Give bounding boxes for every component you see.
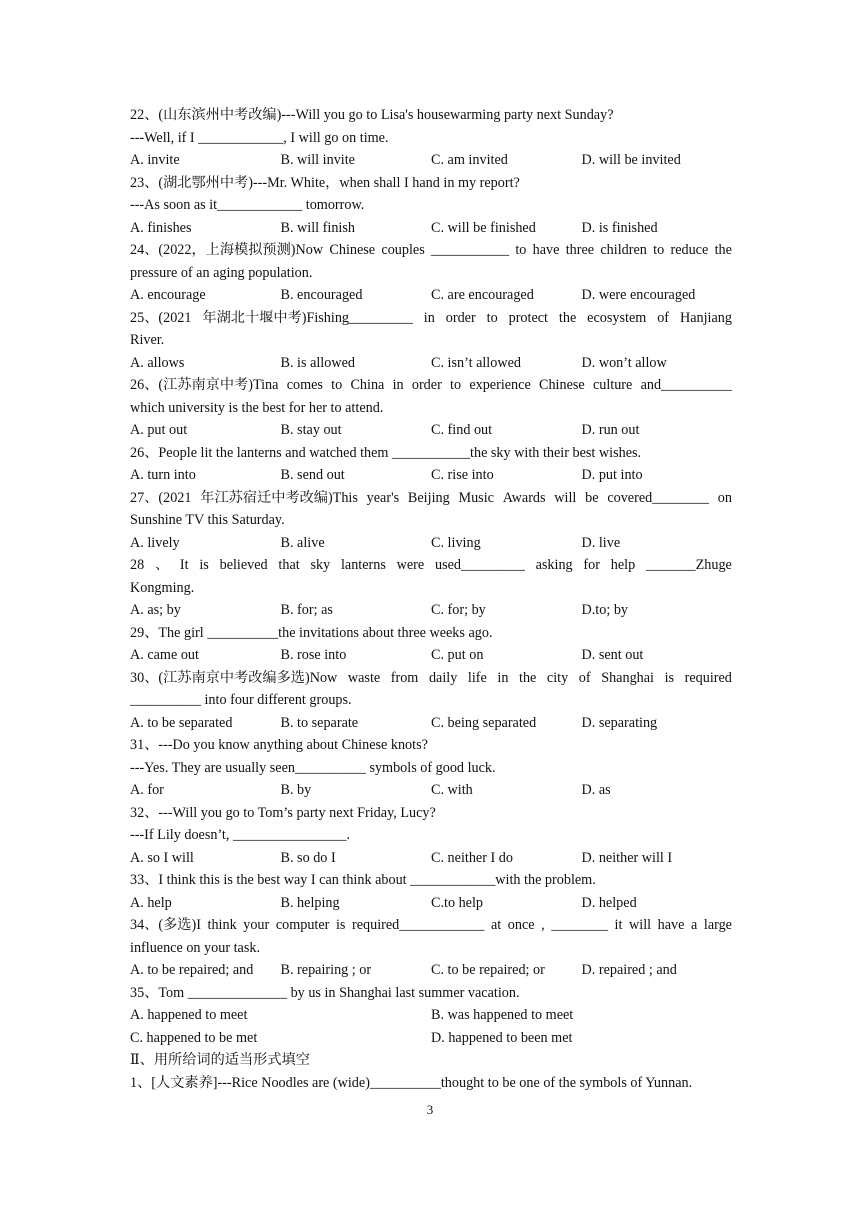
options-row [130,1004,732,1027]
question-line [130,667,732,690]
option-choice: B. helping [280,894,340,911]
word: be [585,489,599,506]
word: Chinese [538,377,585,393]
word: 25、(2021 [130,309,192,326]
option-choice: B. repairing ; or [280,962,372,978]
option-choice: B. so do I [280,849,336,866]
word: daily [428,669,458,686]
word: the [558,309,577,326]
option-choice: D. is finished [581,219,658,236]
option-choice: B. encouraged [280,287,363,303]
word: Music [458,489,494,506]
option-choice: D. run out [581,422,640,438]
option-choice: C. put on [431,647,484,663]
options-row [130,1027,732,1050]
word: the [714,242,732,258]
word: at [490,917,502,933]
option-choice: D. helped [581,894,637,911]
word: year's [366,489,400,506]
word: will [554,489,577,506]
question-line [130,374,732,397]
word: 年湖北十堰中考)Fishing_________ [202,309,413,326]
option-choice: B. to separate [280,714,359,731]
option-choice: D. repaired ; and [581,962,677,978]
option-choice: A. to be repaired; and [130,962,254,978]
option-choice: D. as [581,782,611,798]
word: couples [381,242,425,258]
option-choice: C. rise into [431,467,494,483]
word: have [657,917,685,933]
question-line: 32、---Will you go to Tom’s party next Friday, Lucy? [130,804,436,821]
question-line: ---If Lily doesn’t, ________________. [130,827,351,843]
word: and__________ [640,377,732,393]
option-choice: C. happened to be met [130,1029,258,1046]
option-choice: D. put into [581,467,643,483]
question-line: ---Yes. They are usually seen__________ symbols of good luck. [130,759,496,776]
word: were [396,557,425,573]
word: of [578,669,591,686]
word: order [445,309,476,326]
word: Chinese [329,242,376,258]
option-choice: B. for; as [280,602,333,618]
word: life [467,669,487,686]
option-choice: B. will finish [280,219,355,236]
word: city [546,669,569,686]
word: that [278,557,300,573]
word: required____________ [351,917,485,933]
word: large [703,917,732,933]
word: think [207,917,237,933]
word: 26、(江苏南京中考)Tina [130,377,279,393]
option-choice: D. were encouraged [581,287,696,303]
options-row [130,419,732,442]
question-line: 23、(湖北鄂州中考)---Mr. White，when shall I hand in my report? [130,174,520,191]
option-choice: A. allows [130,354,185,371]
option-choice: B. is allowed [280,354,355,371]
option-choice: A. as; by [130,602,181,618]
option-choice: A. encourage [130,287,206,303]
word: required [684,669,732,686]
option-choice: B. alive [280,534,325,551]
option-choice: C. being separated [431,714,537,731]
word: 、 [154,557,170,573]
word: computer [275,917,330,933]
question-line: 26、People lit the lanterns and watched them ___________the sky with their best wishes. [130,444,642,461]
word: , [541,917,545,933]
question-line: __________ into four different groups. [130,692,352,708]
option-choice: B. by [280,782,312,798]
word: Awards [502,489,546,506]
word: on [717,489,732,506]
option-choice: C. find out [431,422,493,438]
option-choice: A. to be separated [130,714,233,731]
options-row [130,352,732,375]
question-line: pressure of an aging population. [130,264,313,281]
option-choice: A. for [130,782,164,798]
word: in [392,377,404,393]
question-line: ---Well, if I ____________, I will go on time. [130,129,389,146]
option-choice: B. rose into [280,647,347,663]
option-choice: D. sent out [581,647,644,663]
option-choice: D. happened to been met [431,1029,573,1046]
option-choice: D. won’t allow [581,354,667,371]
page-number: 3 [426,1102,434,1117]
word: to [515,242,527,258]
option-choice: D. neither will I [581,849,673,866]
question-line: Ⅱ、用所给词的适当形式填空 [130,1052,310,1068]
options-row [130,779,732,802]
option-choice: C. with [431,782,473,798]
option-choice: A. help [130,894,172,911]
word: China [350,377,385,393]
word: Hanjiang [679,309,732,326]
question-line: 31、---Do you know anything about Chinese knots? [130,737,428,753]
option-choice: A. invite [130,152,180,168]
question-line: ---As soon as it____________ tomorrow. [130,197,365,213]
word: ________ [551,917,608,933]
word: is [199,557,209,573]
question-line: River. [130,332,165,348]
word: reduce [670,242,709,258]
question-line [130,307,732,330]
word: used_________ [434,557,525,573]
word: ___________ [431,242,510,258]
word: in [423,309,435,326]
options-row [130,217,732,240]
option-choice: C. to be repaired; or [431,962,545,978]
word: for [583,557,600,573]
question-line: 35、Tom ______________ by us in Shanghai last summer vacation. [130,984,520,1001]
word: ecosystem [587,309,647,326]
option-choice: A. finishes [130,219,192,236]
question-line [130,487,732,510]
word: comes [286,377,323,393]
word: is [664,669,675,686]
word: of [657,309,670,326]
option-choice: A. so I will [130,849,194,866]
option-choice: A. happened to meet [130,1007,248,1023]
word: from [390,669,419,686]
question-line: Sunshine TV this Saturday. [130,512,285,528]
question-line: 33、I think this is the best way I can think about ____________with the problem. [130,872,596,888]
options-row [130,149,732,172]
options-row [130,847,732,870]
word: 年江苏宿迁中考改编)This [200,489,358,506]
word: your [243,917,270,933]
option-choice: B. was happened to meet [431,1007,574,1023]
word: will [629,917,652,933]
question-line [130,554,732,577]
word: It [179,557,189,573]
question-line: influence on your task. [130,939,261,956]
option-choice: C. will be finished [431,219,536,236]
word: to [450,377,462,393]
word: asking [535,557,573,573]
word: Beijing [407,489,450,506]
word: protect [508,309,548,326]
word: covered________ [607,489,709,506]
word: a [691,917,698,933]
options-row [130,644,732,667]
options-row [130,712,732,735]
question-line: 22、(山东滨州中考改编)---Will you go to Lisa's housewarming party next Sunday? [130,107,614,123]
question-line: which university is the best for her to attend. [130,399,384,416]
question-line: 1、[人文素养]---Rice Noodles are (wide)__________thought to be one of the symbols of Yunnan. [130,1074,693,1091]
word: Shanghai [601,669,654,686]
word: to [331,377,343,393]
word: help [610,557,636,573]
word: sky [310,557,331,573]
word: 27、(2021 [130,489,192,506]
option-choice: D.to; by [581,602,629,618]
word: 28 [130,557,145,573]
word: the [519,669,537,686]
word: once [507,917,535,933]
option-choice: D. live [581,534,621,551]
word: is [335,917,346,933]
option-choice: C. neither I do [431,849,513,866]
word: children [600,242,647,258]
options-row [130,284,732,307]
options-row [130,599,732,622]
option-choice: C. am invited [431,152,508,168]
option-choice: A. came out [130,647,199,663]
question-line: 29、The girl __________the invitations about three weeks ago. [130,624,493,641]
word: three [565,242,595,258]
word: believed [219,557,268,573]
word: have [532,242,560,258]
word: experience [469,377,531,393]
option-choice: C.to help [431,894,484,911]
options-row [130,959,732,982]
word: lanterns [340,557,386,573]
exercise-page [130,104,732,1094]
option-choice: A. put out [130,422,188,438]
option-choice: B. stay out [280,422,342,438]
question-line [130,239,732,262]
option-choice: C. are encouraged [431,287,534,303]
question-line [130,914,732,937]
word: to [653,242,665,258]
word: order [411,377,442,393]
word: 34、(多选)I [130,917,201,933]
option-choice: A. turn into [130,467,196,483]
option-choice: D. will be invited [581,152,681,168]
option-choice: C. for; by [431,602,486,618]
option-choice: A. lively [130,534,180,551]
option-choice: B. send out [280,467,345,483]
word: _______Zhuge [645,557,732,573]
question-line: Kongming. [130,579,195,596]
word: culture [592,377,633,393]
word: it [614,917,623,933]
option-choice: B. will invite [280,152,355,168]
word: in [497,669,509,686]
option-choice: C. isn’t allowed [431,354,521,371]
word: 30、(江苏南京中考改编多选)Now [130,669,338,686]
options-row [130,892,732,915]
word: 24、(2022，上海模拟预测)Now [130,242,324,258]
options-row [130,464,732,487]
word: to [486,309,498,326]
option-choice: D. separating [581,714,658,731]
option-choice: C. living [431,534,481,551]
options-row [130,532,732,555]
word: waste [347,669,381,686]
